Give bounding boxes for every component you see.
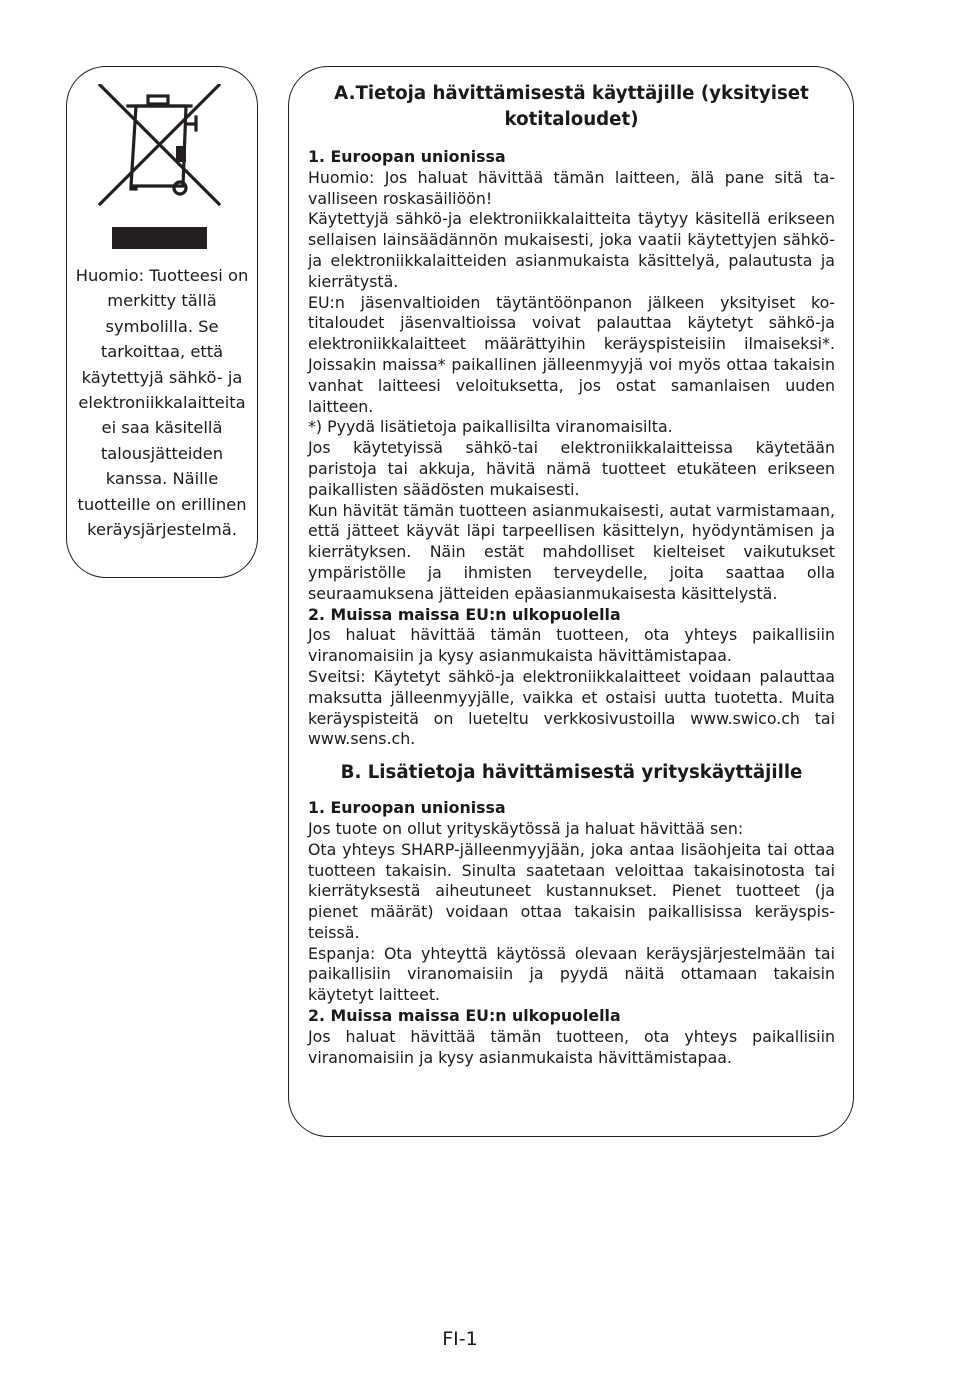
section-a-eu-paragraph: Jos käytetyissä sähkö-tai elektroniikkalaitteissa käytetään paristoja tai akkuja, hävitä nämä tuotteet etukäteen erikseen paikallisten säädösten mukaisesti. — [308, 438, 835, 499]
section-a-eu-paragraph: EU:n jäsenvaltioiden täytäntöönpanon jälkeen yksityiset kotitaloudet jäsenvaltioissa voivat palauttaa käytetyt sähkö-ja elektroniikkalaitteet määrättyihin keräyspisteisiin ilmaiseksi*. Joissakin maissa* paikallinen jälleenmyyjä voi myös ottaa takaisin vanhat laitteesi veloituksetta, jos ostat samanlaisen uuden laitteen. — [308, 292, 835, 416]
section-a-title: A.Tietoja hävittämisestä käyttäjille (yksityiset kotitaloudet) — [334, 83, 809, 130]
disposal-info-box — [288, 66, 854, 1137]
page-number: FI-1 — [442, 1328, 478, 1350]
section-a-eu-paragraph: *) Pyydä lisätietoja paikallisilta viranomaisilta. — [308, 417, 673, 437]
section-a-non-eu-paragraph: Sveitsi: Käytetyt sähkö-ja elektroniikkalaitteet voidaan palauttaa maksutta jälleenmyyjälle, vaikka et ostaisi uutta tuotetta. Muita keräyspisteitä on lueteltu verkkosivustoilla www.swico.ch tai www.sens.ch. — [308, 666, 835, 749]
section-b-eu-paragraph: Jos tuote on ollut yrityskäytössä ja haluat hävittää sen: — [308, 818, 744, 838]
weee-notice-box — [66, 66, 258, 578]
weee-notice-text: Huomio: Tuotteesi on merkitty tällä symbolilla. Se tarkoittaa, että käytettyjä sähkö- ja elektroniikkalaitteita ei saa käsitellä talousjätteiden kanssa. Näille tuotteille on erillinen keräysjärjestelmä. — [75, 266, 249, 540]
section-b-eu-paragraph: Espanja: Ota yhteyttä käytössä olevaan keräysjärjestelmään tai paikallisiin viranomaisiin ja pyydä näitä ottamaan takaisin käytetyt laitteet. — [308, 943, 835, 1005]
section-a-eu-heading: 1. Euroopan unionissa — [308, 147, 506, 166]
section-b-title: B. Lisätietoja hävittämisestä yrityskäyttäjille — [340, 762, 803, 784]
section-b-eu-heading: 1. Euroopan unionissa — [308, 798, 506, 818]
section-a-non-eu-paragraph: Jos haluat hävittää tämän tuotteen, ota yhteys paikallisiin viranomaisiin ja kysy asianmukaista hävittämistapaa. — [308, 625, 835, 666]
section-b-non-eu-paragraph: Jos haluat hävittää tämän tuotteen, ota yhteys paikallisiin viranomaisiin ja kysy asianmukaista hävittämistapaa. — [308, 1026, 835, 1067]
section-a-eu-paragraph: Huomio: Jos haluat hävittää tämän laitteen, älä pane sitä tavalliseen roskasäiliöön! — [308, 167, 835, 208]
disposal-info-content — [308, 79, 835, 1068]
black-bar — [112, 227, 207, 249]
section-a-non-eu-heading: 2. Muissa maissa EU:n ulkopuolella — [308, 604, 621, 624]
section-b-non-eu-heading: 2. Muissa maissa EU:n ulkopuolella — [308, 1006, 621, 1026]
section-a-eu-paragraph: Kun hävität tämän tuotteen asianmukaisesti, autat varmistamaan, että jätteet käyvät läpi tarpeellisen käsittelyn, hyödyntämisen ja kierrätyksen. Näin estät mahdolliset kielteiset vaikutukset ympäristölle ja ihmisten terveydelle, joita saattaa olla seuraamuksena jätteiden epäasianmukaisesta käsittelystä. — [308, 500, 835, 603]
crossed-out-wheelie-bin-icon — [98, 84, 221, 206]
section-a-eu-paragraph: Käytettyjä sähkö-ja elektroniikkalaitteita täytyy käsitellä erikseen sellaisen lainsäädännön mukaisesti, joka vaatii käytettyjen sähkö-ja elektroniikkalaitteiden asianmukaista käsittelyä, palautusta ja kierrätystä. — [308, 209, 835, 291]
section-b-eu-paragraph: Ota yhteys SHARP-jälleenmyyjään, joka antaa lisäohjeita tai ottaa tuotteen takaisin. Sinulta saatetaan veloittaa takaisinotosta tai kierrätyksestä aiheutuneet kustannukset. Pienet tuotteet (ja pienet määrät) voidaan ottaa takaisin paikallisissa keräyspisteissä. — [308, 839, 835, 942]
